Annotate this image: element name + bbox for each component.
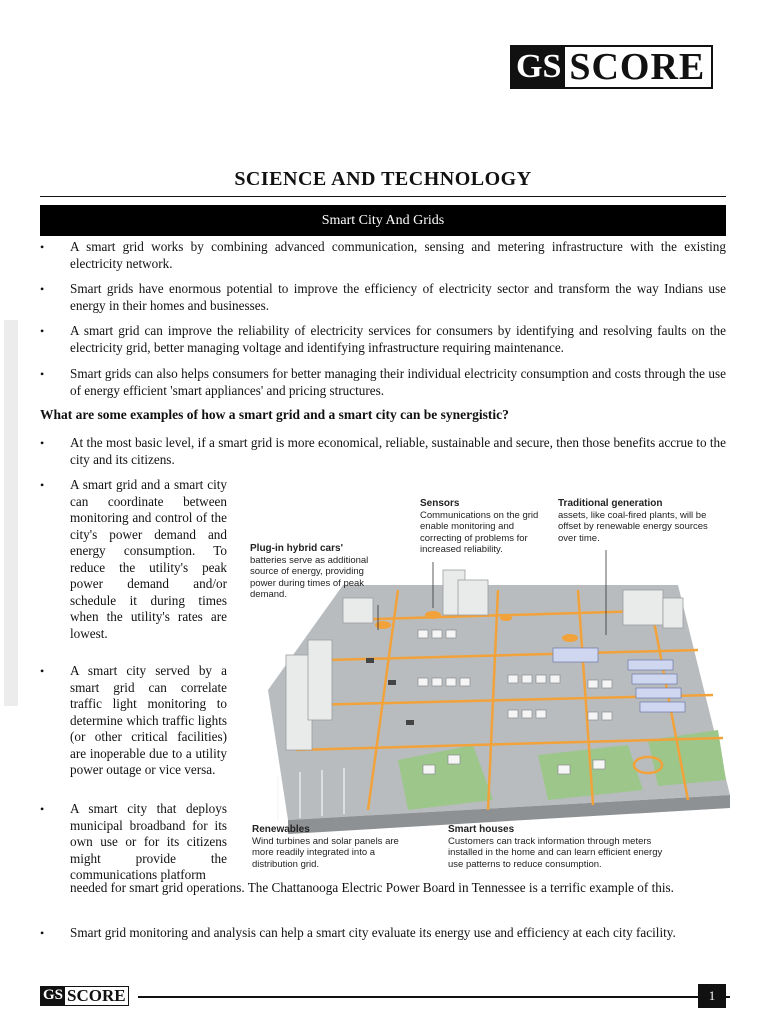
logo-gs: GS: [512, 47, 565, 87]
bullet-text: Smart grids have enormous potential to improve the efficiency of electricity sector and transform the way Indians use energy in their homes and businesses.: [70, 281, 726, 313]
label-renewables-body: Wind turbines and solar panels are more readily integrated into a distribution grid.: [252, 835, 399, 870]
label-renewables: [252, 824, 402, 870]
bullet-item: [40, 239, 726, 272]
bullet-item: [40, 323, 726, 356]
bullet-text: Smart grids can also helps consumers for better managing their individual electricity consumption and costs through the use of energy efficient 'smart appliances' and pricing structures.: [70, 366, 726, 398]
bullet-continuation: needed for smart grid operations. The Chattanooga Electric Power Board in Tennessee is a terrific example of this.: [70, 880, 674, 895]
page-number: 1: [698, 984, 726, 1008]
label-plug-in-body: batteries serve as additional source of energy, providing power during times of peak demand.: [250, 554, 369, 600]
label-traditional-body: assets, like coal-fired plants, will be offset by renewable energy sources over time.: [558, 509, 708, 544]
label-smart-houses-body: Customers can track information through meters installed in the home and can learn efficient energy use patterns to reduce consumption.: [448, 835, 663, 870]
label-traditional-title: Traditional generation: [558, 498, 663, 509]
bullet-dot: •: [40, 324, 45, 338]
label-sensors: [420, 498, 550, 556]
bullet-dot: •: [40, 240, 45, 254]
label-smart-houses: [448, 824, 678, 870]
footer-rule-end: [726, 996, 730, 998]
footer-logo: [40, 986, 129, 1006]
section-title: SCIENCE AND TECHNOLOGY: [234, 168, 532, 190]
bullet-dot: •: [40, 478, 45, 492]
bullet-item: [40, 281, 726, 314]
label-plug-in-title: Plug-in hybrid cars': [250, 543, 343, 554]
bullet-dot: •: [40, 282, 45, 296]
topic-banner: Smart City And Grids: [40, 205, 726, 236]
bullet-dot: •: [40, 926, 45, 940]
label-plug-in-hybrid: [250, 543, 370, 601]
bullet-item: [40, 435, 726, 468]
label-smart-houses-title: Smart houses: [448, 824, 515, 835]
bullet-text: A smart city that deploys municipal broadband for its own use or for its citizens might provide the communications platform: [70, 801, 227, 882]
footer-logo-gs: GS: [43, 987, 64, 1003]
bullet-item: [40, 801, 227, 884]
bullet-dot: •: [40, 367, 45, 381]
bullet-item: [40, 477, 227, 642]
bullet-item: [40, 925, 726, 942]
footer-logo-score: SCORE: [67, 986, 126, 1005]
label-sensors-body: Communications on the grid enable monitoring and correcting of problems for increased reliability.: [420, 509, 539, 555]
title-rule: [40, 196, 726, 197]
side-bar-decoration: [4, 320, 18, 706]
bullet-item: [40, 366, 726, 399]
bullet-dot: •: [40, 664, 45, 678]
gs-score-logo: [510, 45, 713, 89]
bullet-text: A smart grid works by combining advanced communication, sensing and metering infrastructure with the existing electricity network.: [70, 239, 726, 271]
bullet-item: [40, 663, 227, 779]
label-renewables-title: Renewables: [252, 824, 310, 835]
bullet-dot: •: [40, 436, 45, 450]
smart-grid-illustration: [248, 490, 730, 870]
label-traditional-generation: [558, 498, 718, 544]
bullet-text: A smart grid and a smart city can coordinate between monitoring and control of the city's power demand and energy consumption. To reduce the utility's peak power demand and/or schedule it during times when the utility's rates are lowest.: [70, 477, 227, 641]
bullet-text: Smart grid monitoring and analysis can help a smart city evaluate its energy use and efficiency at each city facility.: [70, 925, 676, 940]
logo-score: SCORE: [565, 47, 711, 87]
bullet-text: A smart city served by a smart grid can correlate traffic light monitoring to determine which traffic lights (or other critical facilities) are inoperable due to a utility power outage or vice versa.: [70, 663, 227, 777]
bullet-text: At the most basic level, if a smart grid is more economical, reliable, sustainable and secure, then those benefits accrue to the city and its citizens.: [70, 435, 726, 467]
bullet-text: A smart grid can improve the reliability of electricity services for consumers by identifying and resolving faults on the electricity grid, better managing voltage and identifying infrastructure requiring maintenance.: [70, 323, 726, 355]
label-sensors-title: Sensors: [420, 498, 460, 509]
bullet-dot: •: [40, 802, 45, 816]
footer-rule: [138, 996, 698, 998]
subheading: What are some examples of how a smart grid and a smart city can be synergistic?: [40, 407, 509, 422]
